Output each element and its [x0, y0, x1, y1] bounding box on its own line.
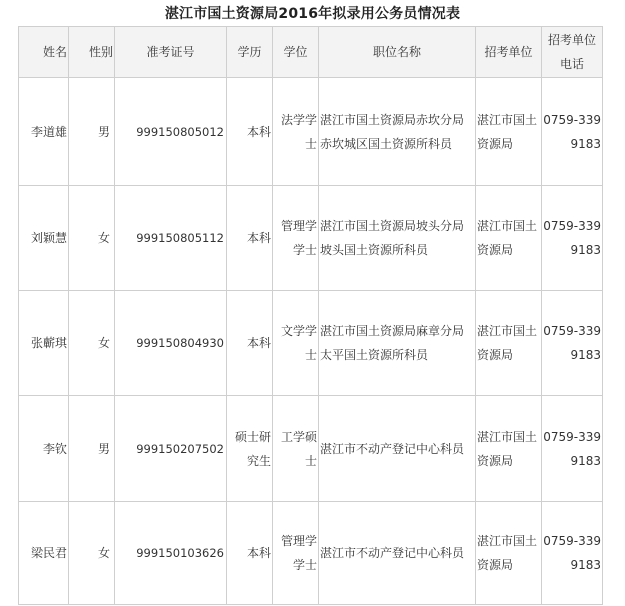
cell-deg: 法学学士	[273, 78, 319, 186]
table-row	[19, 291, 603, 396]
cell-edu: 本科	[227, 291, 273, 396]
cell-position: 湛江市国土资源局麻章分局太平国土资源所科员	[319, 291, 476, 396]
cell-deg: 工学硕士	[273, 396, 319, 502]
cell-id: 999150804930	[115, 291, 227, 396]
cell-position: 湛江市国土资源局坡头分局坡头国土资源所科员	[319, 186, 476, 291]
cell-position: 湛江市国土资源局赤坎分局赤坎城区国土资源所科员	[319, 78, 476, 186]
cell-sex: 女	[69, 291, 115, 396]
cell-edu: 本科	[227, 78, 273, 186]
header-pos: 职位名称	[319, 27, 476, 78]
cell-edu: 硕士研究生	[227, 396, 273, 502]
recruit-table	[18, 26, 603, 605]
header-id: 准考证号	[115, 27, 227, 78]
header-edu: 学历	[227, 27, 273, 78]
cell-position: 湛江市不动产登记中心科员	[319, 502, 476, 605]
cell-id: 999150103626	[115, 502, 227, 605]
cell-unit: 湛江市国土资源局	[476, 78, 542, 186]
cell-unit: 湛江市国土资源局	[476, 291, 542, 396]
cell-edu: 本科	[227, 186, 273, 291]
cell-name: 李道雄	[19, 78, 69, 186]
cell-unit: 湛江市国土资源局	[476, 502, 542, 605]
cell-unit: 湛江市国土资源局	[476, 186, 542, 291]
header-sex: 性别	[69, 27, 115, 78]
cell-unit: 湛江市国土资源局	[476, 396, 542, 502]
table-row	[19, 78, 603, 186]
cell-phone: 0759-3399183	[542, 502, 603, 605]
cell-name: 张蘄琪	[19, 291, 69, 396]
header-name: 姓名	[19, 27, 69, 78]
table-title: 湛江市国土资源局2016年拟录用公务员情况表	[164, 6, 461, 22]
cell-id: 999150805112	[115, 186, 227, 291]
cell-deg: 文学学士	[273, 291, 319, 396]
table-row	[19, 502, 603, 605]
cell-deg: 管理学学士	[273, 502, 319, 605]
cell-deg: 管理学学士	[273, 186, 319, 291]
cell-phone: 0759-3399183	[542, 186, 603, 291]
cell-sex: 男	[69, 396, 115, 502]
cell-phone: 0759-3399183	[542, 396, 603, 502]
header-deg: 学位	[273, 27, 319, 78]
cell-name: 刘颖慧	[19, 186, 69, 291]
cell-sex: 女	[69, 186, 115, 291]
cell-name: 李钦	[19, 396, 69, 502]
cell-position: 湛江市不动产登记中心科员	[319, 396, 476, 502]
cell-sex: 女	[69, 502, 115, 605]
table-row	[19, 396, 603, 502]
cell-sex: 男	[69, 78, 115, 186]
cell-id: 999150805012	[115, 78, 227, 186]
header-phone: 招考单位电话	[542, 27, 603, 78]
cell-name: 梁民君	[19, 502, 69, 605]
cell-phone: 0759-3399183	[542, 291, 603, 396]
header-unit: 招考单位	[476, 27, 542, 78]
table-row	[19, 186, 603, 291]
cell-phone: 0759-3399183	[542, 78, 603, 186]
cell-id: 999150207502	[115, 396, 227, 502]
header-row	[19, 27, 603, 78]
cell-edu: 本科	[227, 502, 273, 605]
